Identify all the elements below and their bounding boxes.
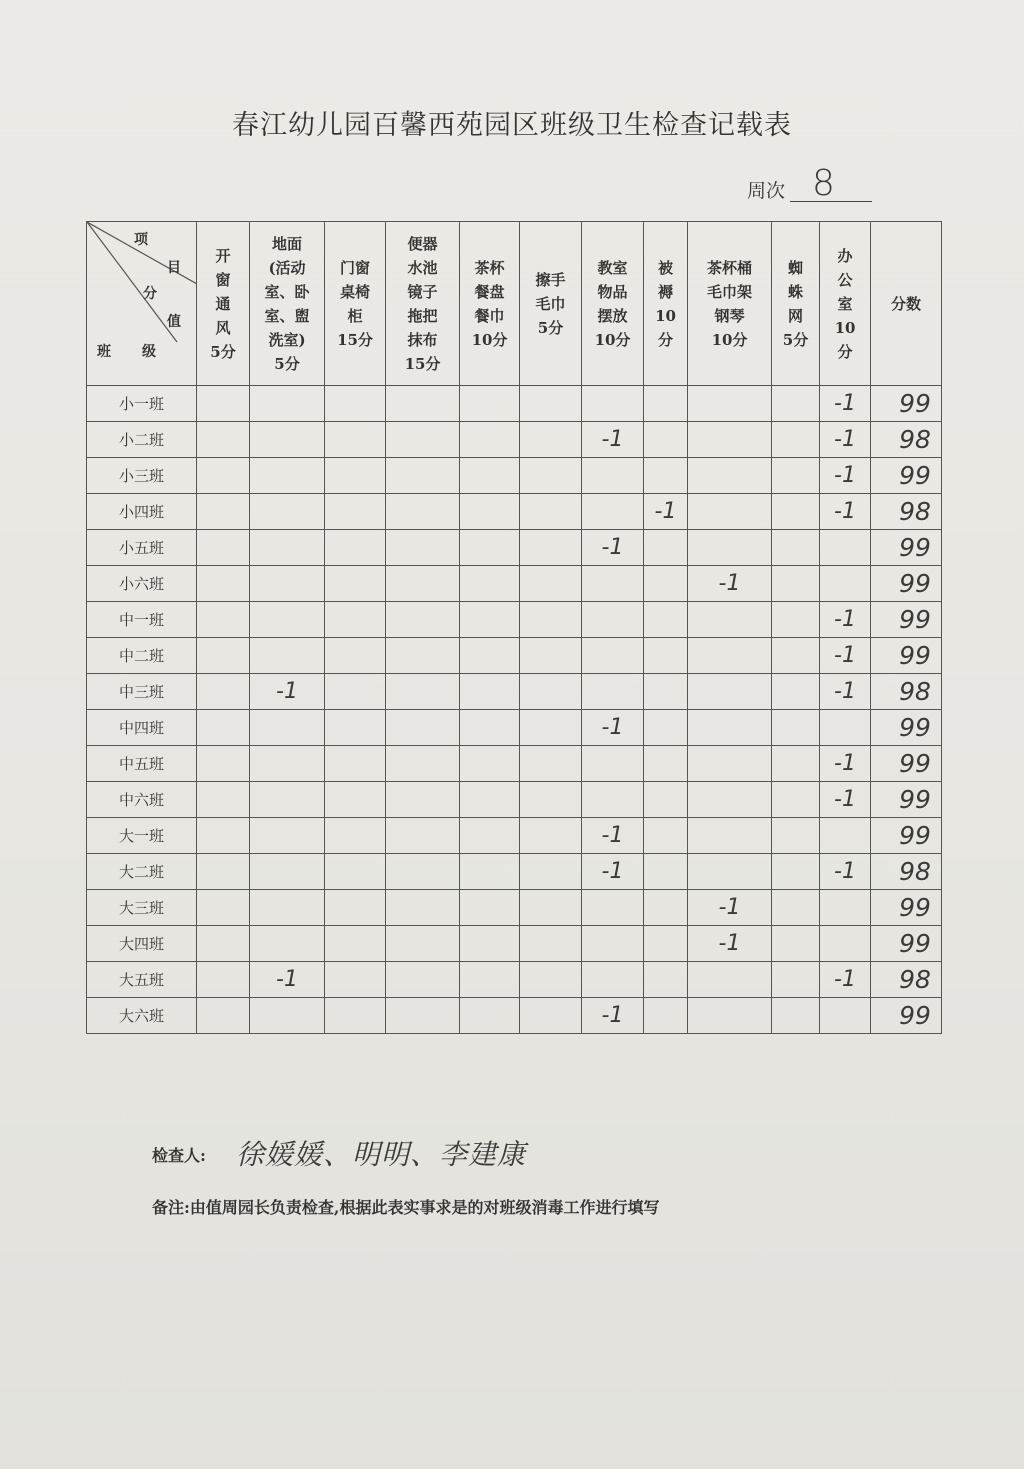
column-header: 开 窗 通 风 5分 <box>197 222 250 386</box>
deduction-cell <box>582 926 644 962</box>
table-row <box>87 674 942 710</box>
deduction-cell <box>688 710 772 746</box>
deduction-cell: -1 <box>820 674 871 710</box>
score-cell: 99 <box>871 818 942 854</box>
table-row <box>87 566 942 602</box>
score-cell: 99 <box>871 890 942 926</box>
deduction-cell <box>644 422 688 458</box>
deduction-cell <box>325 710 386 746</box>
deduction-cell <box>772 782 820 818</box>
deduction-cell <box>644 566 688 602</box>
deduction-cell <box>820 926 871 962</box>
deduction-cell <box>325 530 386 566</box>
deduction-cell <box>520 638 582 674</box>
table-row <box>87 530 942 566</box>
score-cell: 98 <box>871 422 942 458</box>
deduction-cell <box>325 962 386 998</box>
deduction-cell <box>250 746 325 782</box>
deduction-cell <box>197 818 250 854</box>
table-row <box>87 782 942 818</box>
column-header: 蜘 蛛 网 5分 <box>772 222 820 386</box>
week-underline <box>790 201 872 202</box>
deduction-cell <box>520 710 582 746</box>
deduction-cell <box>386 710 460 746</box>
deduction-cell <box>644 530 688 566</box>
deduction-cell <box>325 386 386 422</box>
corner-item-label: 项 <box>134 232 148 248</box>
deduction-cell <box>582 566 644 602</box>
deduction-cell <box>688 962 772 998</box>
deduction-cell <box>460 890 520 926</box>
deduction-cell <box>644 746 688 782</box>
deduction-cell <box>250 818 325 854</box>
deduction-cell <box>197 386 250 422</box>
deduction-cell <box>197 998 250 1034</box>
deduction-cell <box>820 890 871 926</box>
deduction-cell <box>250 422 325 458</box>
deduction-cell <box>688 818 772 854</box>
deduction-cell <box>582 638 644 674</box>
deduction-cell <box>820 566 871 602</box>
deduction-cell <box>520 530 582 566</box>
deduction-cell <box>386 746 460 782</box>
deduction-cell <box>772 530 820 566</box>
deduction-cell <box>820 818 871 854</box>
deduction-cell <box>325 674 386 710</box>
deduction-cell <box>386 386 460 422</box>
deduction-cell: -1 <box>644 494 688 530</box>
deduction-cell <box>197 746 250 782</box>
deduction-cell <box>325 746 386 782</box>
deduction-cell <box>688 782 772 818</box>
deduction-cell <box>250 926 325 962</box>
deduction-cell <box>460 422 520 458</box>
deduction-cell <box>386 566 460 602</box>
class-name: 大六班 <box>87 998 197 1034</box>
score-cell: 99 <box>871 566 942 602</box>
deduction-cell <box>644 818 688 854</box>
deduction-cell <box>772 422 820 458</box>
deduction-cell <box>460 854 520 890</box>
deduction-cell: -1 <box>582 530 644 566</box>
score-cell: 99 <box>871 602 942 638</box>
deduction-cell <box>582 458 644 494</box>
deduction-cell <box>582 890 644 926</box>
inspection-table <box>86 221 942 1034</box>
class-name: 小四班 <box>87 494 197 530</box>
deduction-cell <box>688 638 772 674</box>
header-row <box>87 222 942 386</box>
deduction-cell: -1 <box>582 422 644 458</box>
deduction-cell <box>460 818 520 854</box>
corner-header <box>87 222 197 386</box>
column-header: 办 公 室 10 分 <box>820 222 871 386</box>
deduction-cell <box>250 458 325 494</box>
deduction-cell <box>772 746 820 782</box>
table-row <box>87 638 942 674</box>
deduction-cell <box>582 386 644 422</box>
score-cell: 99 <box>871 746 942 782</box>
column-header: 分数 <box>871 222 942 386</box>
column-header: 茶杯桶 毛巾架 钢琴 10分 <box>688 222 772 386</box>
score-cell: 99 <box>871 638 942 674</box>
deduction-cell <box>644 782 688 818</box>
deduction-cell <box>197 530 250 566</box>
deduction-cell <box>644 386 688 422</box>
deduction-cell <box>644 926 688 962</box>
score-cell: 99 <box>871 386 942 422</box>
deduction-cell <box>688 530 772 566</box>
score-cell: 99 <box>871 458 942 494</box>
deduction-cell <box>520 602 582 638</box>
table-row <box>87 998 942 1034</box>
deduction-cell <box>644 674 688 710</box>
class-name: 大三班 <box>87 890 197 926</box>
deduction-cell <box>688 422 772 458</box>
deduction-cell: -1 <box>820 458 871 494</box>
corner-ji-label: 级 <box>142 344 156 360</box>
deduction-cell <box>582 494 644 530</box>
class-name: 大四班 <box>87 926 197 962</box>
deduction-cell <box>386 782 460 818</box>
deduction-cell <box>644 998 688 1034</box>
column-header: 教室 物品 摆放 10分 <box>582 222 644 386</box>
deduction-cell <box>644 962 688 998</box>
deduction-cell <box>197 854 250 890</box>
class-name: 中五班 <box>87 746 197 782</box>
deduction-cell <box>520 458 582 494</box>
deduction-cell <box>820 998 871 1034</box>
deduction-cell <box>250 494 325 530</box>
class-name: 小三班 <box>87 458 197 494</box>
deduction-cell <box>197 710 250 746</box>
deduction-cell <box>772 998 820 1034</box>
score-cell: 98 <box>871 494 942 530</box>
deduction-cell <box>325 458 386 494</box>
deduction-cell <box>325 638 386 674</box>
deduction-cell <box>386 422 460 458</box>
deduction-cell <box>250 566 325 602</box>
deduction-cell <box>644 890 688 926</box>
deduction-cell <box>250 782 325 818</box>
deduction-cell <box>460 566 520 602</box>
deduction-cell <box>386 818 460 854</box>
deduction-cell <box>582 602 644 638</box>
deduction-cell <box>772 386 820 422</box>
table-row <box>87 962 942 998</box>
class-name: 大一班 <box>87 818 197 854</box>
deduction-cell <box>520 998 582 1034</box>
deduction-cell <box>325 602 386 638</box>
class-name: 中二班 <box>87 638 197 674</box>
class-name: 中六班 <box>87 782 197 818</box>
deduction-cell: -1 <box>820 602 871 638</box>
deduction-cell <box>644 710 688 746</box>
deduction-cell <box>772 962 820 998</box>
deduction-cell <box>460 998 520 1034</box>
deduction-cell <box>325 566 386 602</box>
deduction-cell <box>197 494 250 530</box>
corner-ban-label: 班 <box>97 344 111 360</box>
deduction-cell <box>197 458 250 494</box>
deduction-cell <box>197 962 250 998</box>
deduction-cell <box>772 494 820 530</box>
deduction-cell <box>386 638 460 674</box>
class-name: 中三班 <box>87 674 197 710</box>
column-header: 擦手 毛巾 5分 <box>520 222 582 386</box>
deduction-cell <box>688 854 772 890</box>
deduction-cell <box>460 530 520 566</box>
deduction-cell <box>772 458 820 494</box>
deduction-cell <box>386 998 460 1034</box>
deduction-cell <box>460 962 520 998</box>
deduction-cell <box>386 530 460 566</box>
deduction-cell <box>772 926 820 962</box>
deduction-cell: -1 <box>820 422 871 458</box>
table-row <box>87 854 942 890</box>
week-label: 周次 <box>747 180 786 202</box>
deduction-cell <box>325 494 386 530</box>
deduction-cell: -1 <box>820 782 871 818</box>
deduction-cell <box>520 422 582 458</box>
class-name: 大五班 <box>87 962 197 998</box>
deduction-cell <box>520 782 582 818</box>
deduction-cell: -1 <box>688 566 772 602</box>
deduction-cell <box>250 998 325 1034</box>
table-row <box>87 386 942 422</box>
table-row <box>87 890 942 926</box>
deduction-cell <box>772 854 820 890</box>
deduction-cell: -1 <box>820 746 871 782</box>
deduction-cell <box>688 746 772 782</box>
deduction-cell <box>644 602 688 638</box>
class-name: 小五班 <box>87 530 197 566</box>
deduction-cell <box>460 710 520 746</box>
deduction-cell: -1 <box>820 386 871 422</box>
deduction-cell <box>582 674 644 710</box>
column-header: 便器 水池 镜子 拖把 抹布 15分 <box>386 222 460 386</box>
deduction-cell <box>688 674 772 710</box>
corner-fen-label: 分 <box>143 286 157 302</box>
corner-mu-label: 目 <box>167 260 181 276</box>
deduction-cell <box>386 962 460 998</box>
deduction-cell <box>325 854 386 890</box>
deduction-cell <box>250 638 325 674</box>
deduction-cell <box>582 962 644 998</box>
deduction-cell <box>460 386 520 422</box>
deduction-cell <box>386 926 460 962</box>
deduction-cell <box>197 674 250 710</box>
deduction-cell: -1 <box>582 854 644 890</box>
deduction-cell <box>386 854 460 890</box>
class-name: 中一班 <box>87 602 197 638</box>
deduction-cell <box>820 710 871 746</box>
deduction-cell <box>772 710 820 746</box>
deduction-cell: -1 <box>820 962 871 998</box>
deduction-cell <box>688 998 772 1034</box>
column-header: 地面 (活动 室、卧 室、盥 洗室) 5分 <box>250 222 325 386</box>
class-name: 小一班 <box>87 386 197 422</box>
deduction-cell <box>197 926 250 962</box>
week-value: 8 <box>812 163 835 204</box>
table-row <box>87 710 942 746</box>
deduction-cell <box>325 422 386 458</box>
deduction-cell <box>688 602 772 638</box>
deduction-cell <box>250 854 325 890</box>
deduction-cell <box>197 890 250 926</box>
deduction-cell <box>460 926 520 962</box>
deduction-cell <box>520 890 582 926</box>
deduction-cell <box>197 638 250 674</box>
page-title: 春江幼儿园百馨西苑园区班级卫生检查记载表 <box>232 110 792 141</box>
deduction-cell <box>197 422 250 458</box>
deduction-cell <box>520 386 582 422</box>
deduction-cell <box>644 458 688 494</box>
deduction-cell <box>644 854 688 890</box>
deduction-cell <box>582 746 644 782</box>
deduction-cell <box>520 962 582 998</box>
table-row <box>87 602 942 638</box>
table-row <box>87 494 942 530</box>
deduction-cell <box>460 746 520 782</box>
table-row <box>87 926 942 962</box>
deduction-cell: -1 <box>820 854 871 890</box>
inspector-label: 检查人: <box>152 1146 206 1165</box>
deduction-cell <box>772 638 820 674</box>
deduction-cell: -1 <box>250 962 325 998</box>
column-header: 门窗 桌椅 柜 15分 <box>325 222 386 386</box>
deduction-cell <box>772 818 820 854</box>
inspector-signature: 徐媛媛、明明、李建康 <box>236 1138 527 1171</box>
deduction-cell <box>520 746 582 782</box>
deduction-cell <box>250 386 325 422</box>
deduction-cell <box>520 494 582 530</box>
deduction-cell <box>325 926 386 962</box>
deduction-cell <box>325 818 386 854</box>
deduction-cell <box>460 458 520 494</box>
deduction-cell: -1 <box>820 494 871 530</box>
column-header: 茶杯 餐盘 餐巾 10分 <box>460 222 520 386</box>
deduction-cell <box>460 674 520 710</box>
deduction-cell <box>325 782 386 818</box>
deduction-cell <box>460 782 520 818</box>
deduction-cell <box>325 890 386 926</box>
deduction-cell <box>460 638 520 674</box>
deduction-cell <box>386 494 460 530</box>
deduction-cell <box>688 494 772 530</box>
deduction-cell <box>520 818 582 854</box>
corner-zhi-label: 值 <box>167 314 181 330</box>
deduction-cell <box>197 782 250 818</box>
score-cell: 98 <box>871 674 942 710</box>
deduction-cell <box>460 602 520 638</box>
deduction-cell <box>772 566 820 602</box>
table-body <box>87 386 942 1034</box>
score-cell: 99 <box>871 926 942 962</box>
deduction-cell: -1 <box>582 710 644 746</box>
deduction-cell <box>386 458 460 494</box>
deduction-cell <box>688 386 772 422</box>
deduction-cell: -1 <box>582 818 644 854</box>
deduction-cell: -1 <box>688 926 772 962</box>
deduction-cell <box>520 926 582 962</box>
class-name: 中四班 <box>87 710 197 746</box>
deduction-cell <box>250 890 325 926</box>
deduction-cell <box>582 782 644 818</box>
deduction-cell: -1 <box>820 638 871 674</box>
deduction-cell <box>386 674 460 710</box>
deduction-cell <box>820 530 871 566</box>
deduction-cell <box>460 494 520 530</box>
deduction-cell <box>772 674 820 710</box>
deduction-cell <box>250 530 325 566</box>
class-name: 小六班 <box>87 566 197 602</box>
deduction-cell <box>386 602 460 638</box>
remark-note: 备注:由值周园长负责检查,根据此表实事求是的对班级消毒工作进行填写 <box>152 1198 660 1217</box>
deduction-cell: -1 <box>582 998 644 1034</box>
deduction-cell <box>644 638 688 674</box>
score-cell: 99 <box>871 782 942 818</box>
deduction-cell <box>520 674 582 710</box>
column-header: 被 褥 10 分 <box>644 222 688 386</box>
deduction-cell <box>772 602 820 638</box>
deduction-cell <box>197 566 250 602</box>
deduction-cell <box>772 890 820 926</box>
class-name: 大二班 <box>87 854 197 890</box>
table-row <box>87 818 942 854</box>
deduction-cell <box>325 998 386 1034</box>
class-name: 小二班 <box>87 422 197 458</box>
deduction-cell <box>520 566 582 602</box>
score-cell: 99 <box>871 530 942 566</box>
score-cell: 99 <box>871 998 942 1034</box>
deduction-cell <box>386 890 460 926</box>
score-cell: 99 <box>871 710 942 746</box>
deduction-cell <box>250 602 325 638</box>
table-row <box>87 746 942 782</box>
deduction-cell <box>688 458 772 494</box>
deduction-cell: -1 <box>250 674 325 710</box>
score-cell: 98 <box>871 962 942 998</box>
deduction-cell <box>250 710 325 746</box>
deduction-cell <box>197 602 250 638</box>
deduction-cell: -1 <box>688 890 772 926</box>
score-cell: 98 <box>871 854 942 890</box>
table-row <box>87 458 942 494</box>
deduction-cell <box>520 854 582 890</box>
table-row <box>87 422 942 458</box>
